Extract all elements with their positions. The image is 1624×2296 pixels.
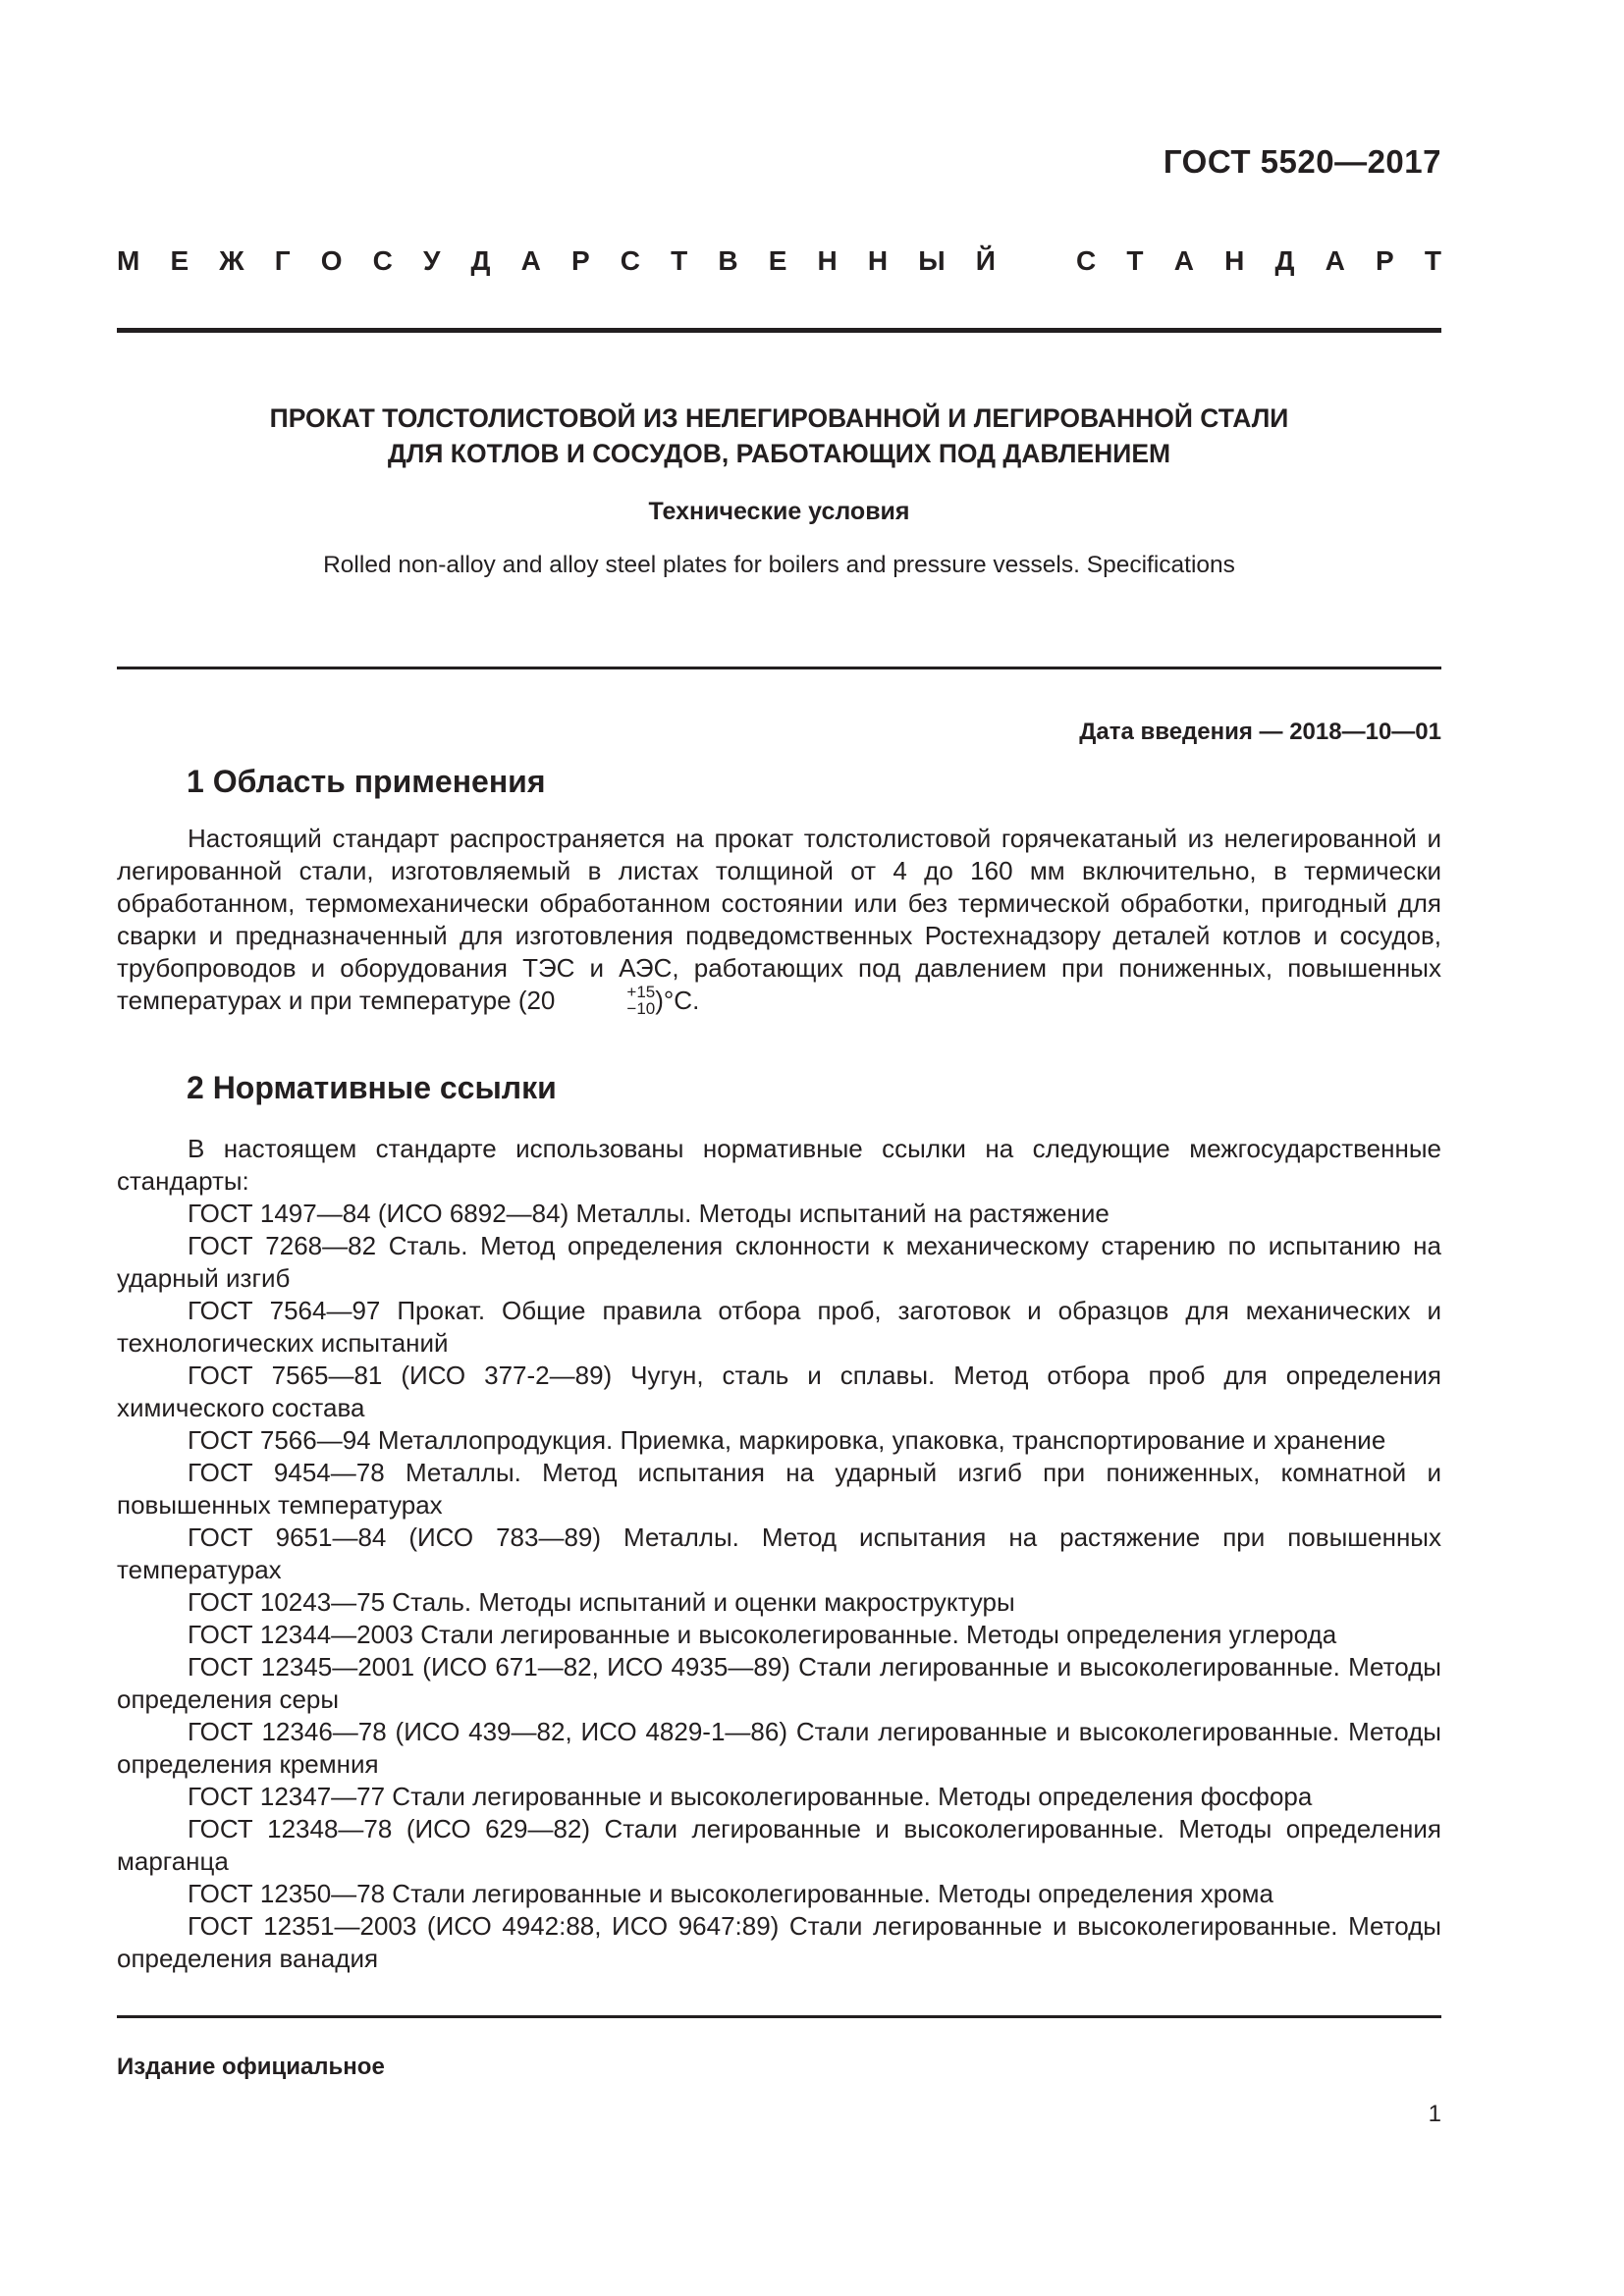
introduction-date: Дата введения — 2018—10—01 (1079, 719, 1441, 745)
normative-reference-item: ГОСТ 7564—97 Прокат. Общие правила отбора проб, заготовок и образцов для механических и технологических испытаний (117, 1296, 1441, 1358)
edition-label: Издание официальное (117, 2054, 385, 2080)
section-2-heading: 2 Нормативные ссылки (187, 1070, 557, 1105)
temperature-tolerance-lower: −10 (626, 999, 656, 1019)
title-divider (117, 667, 1441, 669)
normative-reference-item: ГОСТ 12350—78 Стали легированные и высоколегированные. Методы определения хрома (188, 1879, 1273, 1908)
normative-reference-item: ГОСТ 9454—78 Металлы. Метод испытания на ударный изгиб при пониженных, комнатной и повышенных температурах (117, 1458, 1441, 1520)
title-block (117, 400, 1441, 579)
normative-reference-item: ГОСТ 10243—75 Сталь. Методы испытаний и оценки макроструктуры (188, 1587, 1015, 1617)
normative-reference-item: ГОСТ 7565—81 (ИСО 377-2—89) Чугун, сталь и сплавы. Метод отбора проб для определения химического состава (117, 1361, 1441, 1422)
top-divider (117, 328, 1441, 333)
normative-references-list (117, 1198, 1441, 1975)
english-title: Rolled non-alloy and alloy steel plates for boilers and pressure vessels. Specifications (323, 552, 1235, 578)
section-1-text: Настоящий стандарт распространяется на прокат толстолистовой горячекатаный из нелегированной и легированной стали, изготовляемый в листах толщиной от 4 до 160 мм включительно, в термически обработанном, термомеханически обработанном состоянии или без термической обработки, пригодный для сварки и предназначенный для изготовления подведомственных Ростехнадзору деталей котлов и сосудов, трубопроводов и оборудования ТЭС и АЭС, работающих под давлением при пониженных, повышенных температурах и при температуре (20 (117, 824, 1441, 1015)
normative-reference-item: ГОСТ 12351—2003 (ИСО 4942:88, ИСО 9647:89) Стали легированные и высоколегированные. Методы определения ванадия (117, 1911, 1441, 1973)
normative-reference-item: ГОСТ 7268—82 Сталь. Метод определения склонности к механическому старению по испытанию на ударный изгиб (117, 1231, 1441, 1293)
standard-type-word1: М Е Ж Г О С У Д А Р С Т В Е Н Н Ы Й (117, 245, 996, 276)
footer-divider (117, 2015, 1441, 2018)
normative-reference-item: ГОСТ 12344—2003 Стали легированные и высоколегированные. Методы определения углерода (188, 1620, 1337, 1649)
section-2-body (117, 1133, 1441, 1975)
normative-reference-item: ГОСТ 12345—2001 (ИСО 671—82, ИСО 4935—89) Стали легированные и высоколегированные. Методы определения серы (117, 1652, 1441, 1714)
standard-type-word2: С Т А Н Д А Р Т (1076, 245, 1441, 276)
section-1-body (117, 823, 1441, 1019)
section-2-intro: В настоящем стандарте использованы нормативные ссылки на следующие межгосударственные стандарты: (117, 1134, 1441, 1196)
doc-number: ГОСТ 5520—2017 (1163, 143, 1441, 180)
normative-reference-item: ГОСТ 12347—77 Стали легированные и высоколегированные. Методы определения фосфора (188, 1782, 1313, 1811)
normative-reference-item: ГОСТ 12346—78 (ИСО 439—82, ИСО 4829-1—86) Стали легированные и высоколегированные. Методы определения кремния (117, 1717, 1441, 1779)
section-1-paragraph (117, 823, 1441, 1019)
section-1-text-end: )°С. (655, 986, 700, 1015)
page-number: 1 (1428, 2101, 1441, 2127)
title-line-2: ДЛЯ КОТЛОВ И СОСУДОВ, РАБОТАЮЩИХ ПОД ДАВЛЕНИЕМ (387, 439, 1171, 468)
normative-reference-item: ГОСТ 7566—94 Металлопродукция. Приемка, маркировка, упаковка, транспортирование и хранение (188, 1425, 1386, 1455)
normative-reference-item: ГОСТ 1497—84 (ИСО 6892—84) Металлы. Методы испытаний на растяжение (188, 1199, 1110, 1228)
normative-reference-item: ГОСТ 12348—78 (ИСО 629—82) Стали легированные и высоколегированные. Методы определения марганца (117, 1814, 1441, 1876)
section-1-heading: 1 Область применения (187, 764, 546, 799)
standard-type-header (117, 245, 1441, 277)
temperature-tolerance (556, 984, 655, 1017)
normative-reference-item: ГОСТ 9651—84 (ИСО 783—89) Металлы. Метод испытания на растяжение при повышенных температурах (117, 1522, 1441, 1584)
title-line-1: ПРОКАТ ТОЛСТОЛИСТОВОЙ ИЗ НЕЛЕГИРОВАННОЙ И ЛЕГИРОВАННОЙ СТАЛИ (269, 403, 1289, 433)
temperature-tolerance-upper: +15 (626, 983, 656, 1002)
subtitle: Технические условия (648, 498, 910, 525)
